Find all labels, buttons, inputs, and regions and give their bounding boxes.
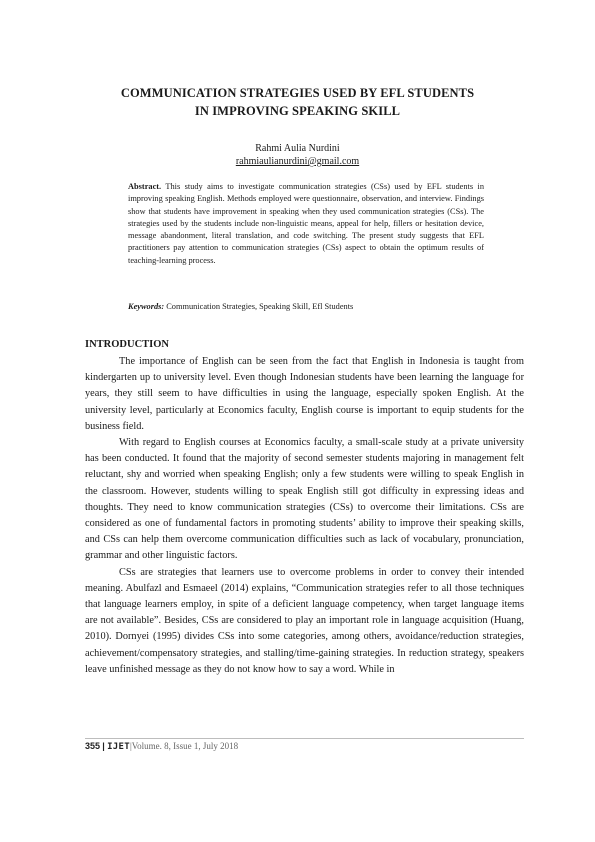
keywords-label: Keywords: [128, 302, 165, 311]
paragraph: The importance of English can be seen from the fact that English in Indonesia is taught from kindergarten up to university level. Even though Indonesian students have been learning the language for years, they still seem to have difficulties in using the language, especially spoken English. At the university level, particularly at Economics faculty, English course is important to equip students for the business field. [85, 356, 524, 432]
page-footer [85, 740, 238, 753]
title-line-2: IN IMPROVING SPEAKING SKILL [194, 104, 401, 118]
volume-info: |Volume. 8, Issue 1, July 2018 [129, 741, 239, 751]
author-name: Rahmi Aulia Nurdini [255, 143, 340, 154]
introduction-body [85, 354, 524, 678]
paragraph: CSs are strategies that learners use to overcome problems in order to convey their intended meaning. Abulfazl and Esmaeel (2014) explains, “Communication strategies refer to all those techniques that language learners employ, in spite of a deficient language competency, when target language items are not available”. Besides, CSs are considered to play an important role in language acquisition (Huang, 2010). Dornyei (1995) divides CSs into some categories, among others, avoidance/reduction strategies, achievement/compensatory strategies, and stalling/time-gaining strategies. In reduction strategy, speakers leave unfinished message as they do not know how to say a word. While in [85, 566, 524, 675]
keywords [128, 301, 484, 313]
author-email-link[interactable]: rahmiaulianurdini@gmail.com [235, 156, 360, 167]
footer-separator: | [102, 741, 105, 751]
page-number: 355 [85, 741, 101, 751]
abstract-text: This study aims to investigate communication strategies (CSs) used by EFL students in improving speaking English. Methods employed were questionnaire, observation, and interview. Findings show that students have improvement in speaking when they used communication strategies (CSs). The strategies used by the students include non-linguistic means, appeal for help, fillers or hesitation device, message abandonment, literal translation, and code switching. The present study suggests that EFL practitioners pay attention to communication strategies (CSs) aspect to obtain the optimum results of teaching-learning process. [128, 182, 485, 265]
abstract [128, 181, 484, 267]
author-email-line [0, 155, 595, 168]
paper-title [0, 84, 595, 120]
paragraph: With regard to English courses at Economics faculty, a small-scale study at a private university has been conducted. It found that the majority of second semester students majoring in management felt reluctant, shy and worried when speaking English; only a few students were willing to speak English in the classroom. However, students willing to speak English still got difficulty in expressing ideas and thoughts. They need to know communication strategies (CSs) to overcome their limitations. CSs are considered as one of fundamental factors in promoting students’ ability to improve their speaking skills, and CSs can help them overcome communication difficulties such as lack of vocabulary, pronunciation, grammar and other linguistic factors. [85, 437, 524, 562]
footer-divider [85, 738, 524, 739]
journal-name: IJET [107, 742, 130, 752]
section-heading-introduction: INTRODUCTION [85, 339, 170, 350]
title-line-1: COMMUNICATION STRATEGIES USED BY EFL STUDENTS [120, 86, 475, 100]
abstract-label: Abstract. [128, 182, 162, 191]
keywords-text: Communication Strategies, Speaking Skill, Efl Students [164, 302, 354, 311]
